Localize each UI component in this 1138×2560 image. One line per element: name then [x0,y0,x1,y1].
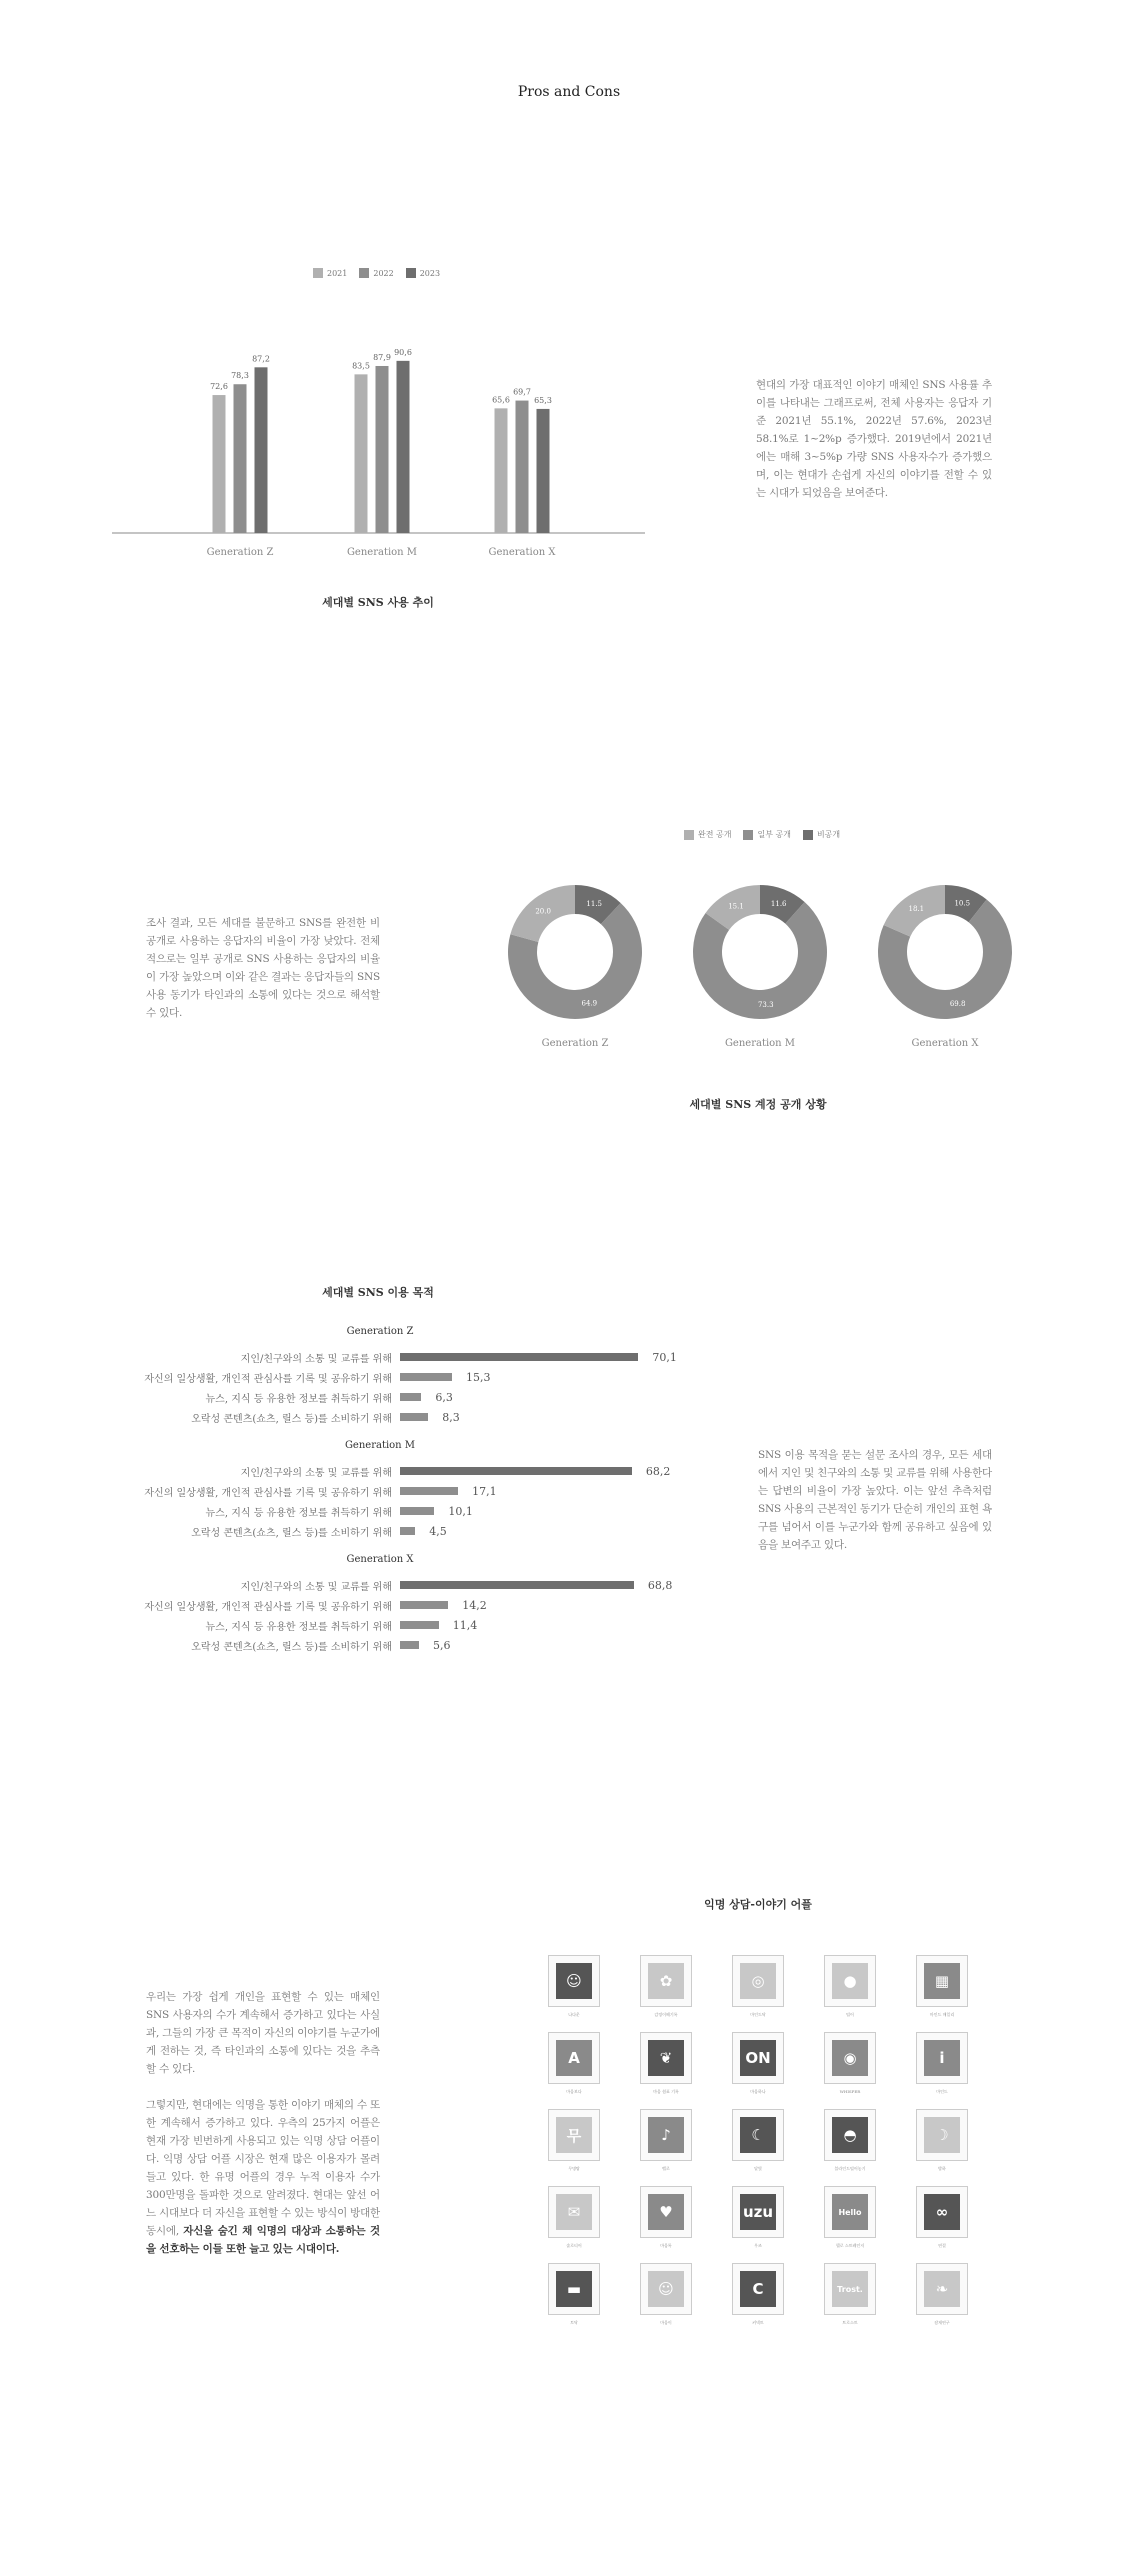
app-item[interactable] [824,1955,878,2018]
purpose-category-label: 자신의 일상생활, 개인적 관심사를 기록 및 공유하기 위해 [144,1374,392,1385]
robot-icon: ◎ [740,1963,776,1999]
usage-purpose-caption: 세대별 SNS 이용 목적 [322,1286,434,1299]
purpose-category-label: 오락성 콘텐츠(쇼츠, 릴스 등)를 소비하기 위해 [191,1528,392,1539]
purpose-category-label: 오락성 콘텐츠(쇼츠, 릴스 등)를 소비하기 위해 [191,1642,392,1653]
app-icon-frame[interactable] [548,2109,600,2161]
app-icon-frame[interactable] [732,2186,784,2238]
purpose-category-label: 지인/친구와의 소통 및 교류를 위해 [240,1354,392,1365]
photo-icon: ▦ [924,1963,960,1999]
app-icon-frame[interactable] [916,2186,968,2238]
purpose-bar [400,1467,632,1475]
purpose-group-title: Generation Z [346,1326,414,1337]
app-icon-frame[interactable] [824,1955,876,2007]
leaf-icon: ❦ [648,2040,684,2076]
account-visibility-paragraph: 조사 결과, 모든 세대를 불문하고 SNS를 완전한 비공개로 사용하는 응답자의 비율이 가장 낮았다. 전체적으로는 일부 공개로 SNS 사용하는 응답자의 비율이 가장 높았으며 이와 같은 결과는 응답자들의 SNS 사용 동기가 타인과의 소통에 있다는 것으로 해석할 수 있다. [146,917,380,1019]
purpose-bar-value: 10,1 [448,1505,473,1518]
app-item[interactable] [916,2186,970,2249]
purpose-group-title: Generation X [346,1554,414,1565]
app-name: 블라인드털어놓기 [834,2166,866,2171]
purpose-bar [400,1353,638,1361]
usage-purpose-bar-chart [60,1326,700,1666]
app-name: 마음이 [660,2320,672,2325]
app-item[interactable] [640,1955,694,2018]
purpose-bar-value: 5,6 [433,1639,451,1652]
heart-icon: ♥ [648,2194,684,2230]
app-name: WHISPER [839,2089,861,2094]
legend-item-full-public: 완전 공개 [684,829,731,840]
bar-value-label: 72,6 [210,382,228,392]
speech-icon: ▬ [556,2271,592,2307]
info-circle-icon: i [924,2040,960,2076]
moon-circle-icon: ● [832,1963,868,1999]
purpose-group-title: Generation M [344,1440,416,1451]
plant-pot-icon: ✿ [648,1963,684,1999]
donut-title: Generation M [724,1038,796,1049]
app-name: 헬로 스트레인저 [835,2243,865,2248]
app-name: 벨로 [662,2166,670,2171]
purpose-category-label: 지인/친구와의 소통 및 교류를 위해 [240,1468,392,1479]
bar-2022-2 [516,401,529,533]
purpose-bar [400,1413,428,1421]
app-name: 마음톡 [660,2243,672,2248]
app-item[interactable] [640,2032,694,2095]
donut-slice-label: 11.5 [586,900,603,909]
legend-item-2021: 2021 [313,268,347,278]
purpose-category-label: 오락성 콘텐츠(쇼츠, 릴스 등)를 소비하기 위해 [191,1414,392,1425]
app-name: 마인드 [936,2089,948,2094]
purpose-bar-value: 11,4 [452,1619,478,1632]
app-item[interactable] [916,2032,970,2095]
app-item[interactable] [732,2032,786,2095]
character-icon: ☺ [648,2271,684,2307]
app-name: 밤하 [938,2166,946,2171]
app-item[interactable] [732,2109,786,2172]
bar-value-label: 87,2 [252,354,270,364]
bar-value-label: 87,9 [373,352,391,362]
app-item[interactable] [548,2186,602,2249]
letter-c-icon: C [740,2271,776,2307]
usage-purpose-paragraph: SNS 이용 목적을 묻는 설문 조사의 경우, 모든 세대에서 지인 및 친구와의 소통 및 교류를 위해 사용한다는 답변의 비율이 가장 높았다. 이는 앞선 추측처럼 SNS 사용의 근본적인 동기가 단순히 개인의 표현 욕구를 넘어서 이를 누군가와 함께 공유하고 싶음에 있음을 보여주고 있다. [758,1449,992,1551]
bell-icon: ♪ [648,2117,684,2153]
purpose-category-label: 뉴스, 지식 등 유용한 정보를 취득하기 위해 [205,1394,392,1405]
app-icon-frame[interactable] [640,2263,692,2315]
app-icon-frame[interactable] [548,2186,600,2238]
category-label: Generation X [488,547,556,558]
app-icon-frame[interactable] [824,2109,876,2161]
app-name: 달빛 [754,2166,762,2171]
app-name: 감정이해기록 [654,2012,678,2017]
page-title: Pros and Cons [517,84,621,100]
purpose-bar [400,1527,415,1535]
app-name: 토닥 [570,2320,578,2325]
purpose-category-label: 지인/친구와의 소통 및 교류를 위해 [240,1582,392,1593]
bar-value-label: 69,7 [513,387,531,397]
app-name: 마음하나 [750,2089,766,2094]
uzu-icon: uzu [740,2194,776,2230]
donut-slice-label: 10.5 [954,899,971,908]
anonymous-apps-paragraph-2: 그렇지만, 현대에는 익명을 통한 이야기 매체의 수 또한 계속해서 증가하고 있다. 우측의 25가지 어플은 현재 가장 빈번하게 사용되고 있는 익명 상담 어플이다. 익명 상담 어플 시장은 현재 많은 이용자가 몰려들고 있다. 한 유명 어플의 경우 누적 이용자 수가 300만명을 돌파한 것으로 알려졌다. 현대는 앞선 어느 시대보다 더 자신을 표현할 수 있는 방식이 방대한 동시에, 자신을 숨긴 채 익명의 대상과 소통하는 것을 선호하는 이들 또한 늘고 있는 시대이다. [146,2099,380,2255]
app-name: 마음보다 [566,2089,582,2094]
usage-trend-caption: 세대별 SNS 사용 추이 [322,596,434,609]
purpose-bar-value: 68,8 [647,1579,673,1592]
app-item[interactable] [640,2186,694,2249]
purpose-bar-value: 70,1 [652,1351,677,1364]
bar-2021-2 [495,408,508,533]
hello-icon: Hello [832,2194,868,2230]
chat-symbol-icon: A [556,2040,592,2076]
bar-2021-1 [355,374,368,533]
donut-slice-label: 15.1 [728,902,744,911]
app-item[interactable] [548,2032,602,2095]
category-label: Generation M [346,547,418,558]
app-icon-frame[interactable] [640,1955,692,2007]
app-icon-frame[interactable] [548,2032,600,2084]
category-label: Generation Z [206,547,274,558]
purpose-bar [400,1373,452,1381]
app-item[interactable] [824,2263,878,2326]
donut-title: Generation Z [541,1038,609,1049]
app-icon-frame[interactable] [640,2109,692,2161]
crescent-icon: ☾ [740,2117,776,2153]
app-name: 솔로티어 [566,2243,582,2248]
bar-value-label: 65,3 [534,395,552,405]
wordmark-icon: ON [740,2040,776,2076]
app-item[interactable] [548,2109,602,2172]
donut-slice-label: 69.8 [949,999,966,1008]
app-item[interactable] [548,1955,602,2018]
purpose-bar-value: 14,2 [462,1599,487,1612]
text-logo-icon: 무 [556,2117,592,2153]
purpose-bar-value: 4,5 [429,1525,447,1538]
purpose-bar [400,1641,419,1649]
bar-2022-1 [376,366,389,533]
purpose-bar [400,1507,434,1515]
app-icon-frame[interactable] [732,2032,784,2084]
purpose-bar [400,1581,634,1589]
app-icon-frame[interactable] [916,2109,968,2161]
bird-icon: ❧ [924,2271,960,2307]
legend-item-private: 비공개 [803,829,840,840]
purpose-category-label: 자신의 일상생활, 개인적 관심사를 기록 및 공유하기 위해 [144,1488,392,1499]
app-icon-frame[interactable] [732,2263,784,2315]
purpose-bar [400,1393,421,1401]
bar-2023-2 [537,409,550,533]
donut-slice-label: 18.1 [908,905,925,914]
app-name: 털어 [846,2012,854,2017]
app-item[interactable] [640,2109,694,2172]
app-item[interactable] [824,2032,878,2094]
app-name: 마음 쉼표 기록 [653,2089,679,2094]
app-name: 커넥트 [752,2320,764,2325]
ghost-icon: ◓ [832,2117,868,2153]
app-name: 마인드 매일리 [929,2012,955,2017]
app-name: 무명탑 [568,2166,580,2171]
moon-face-icon: ☽ [924,2117,960,2153]
donut-legend [684,829,840,840]
purpose-bar-value: 17,1 [472,1485,497,1498]
legend-item-2023: 2023 [406,268,440,278]
app-item[interactable] [732,1955,786,2018]
anonymous-apps-caption: 익명 상담-이야기 어플 [704,1898,812,1911]
donut-title: Generation X [911,1038,979,1049]
donut-slice-label: 73.3 [757,1001,774,1010]
purpose-bar-value: 6,3 [435,1391,453,1404]
app-item[interactable] [824,2186,878,2249]
app-item[interactable] [548,2263,602,2326]
usage-trend-paragraph: 현대의 가장 대표적인 이야기 매체인 SNS 사용률 추이를 나타내는 그래프로써, 전체 사용자는 응답자 기준 2021년 55.1%, 2022년 57.6%, 2023년 58.1%로 1~2%p 증가했다. 2019년에서 2021년에는 매해 3~5%p 가량 SNS 사용자수가 증가했으며, 이는 현대가 손쉽게 자신의 이야기를 전할 수 있는 시대가 되었음을 보여준다. [756,379,992,499]
purpose-category-label: 자신의 일상생활, 개인적 관심사를 기록 및 공유하기 위해 [144,1602,392,1613]
app-item[interactable] [916,2263,970,2326]
purpose-bar-value: 8,3 [442,1411,460,1424]
legend-item-partial-public: 일부 공개 [743,829,790,840]
app-icon-frame[interactable] [824,2032,876,2084]
link-chain-icon: ∞ [924,2194,960,2230]
mailbox-icon: ✉ [556,2194,592,2230]
app-icon-frame[interactable] [640,2186,692,2238]
bar-value-label: 65,6 [492,395,510,405]
anonymous-apps-paragraph-1: 우리는 가장 쉽게 개인을 표현할 수 있는 매체인 SNS 사용자의 수가 계속해서 증가하고 있다는 사실과, 그들의 가장 큰 목적이 자신의 이야기를 누군가에게 전하는 것, 즉 타인과의 소통에 있다는 것을 추측할 수 있다. [146,1991,380,2075]
app-item[interactable] [732,2263,786,2326]
app-icon-frame[interactable] [916,1955,968,2007]
account-visibility-donuts [490,870,1040,1060]
bar-chart-legend [313,268,440,278]
ring-icon: ◉ [832,2040,868,2076]
usage-trend-bar-chart [100,300,660,570]
app-item[interactable] [732,2186,786,2249]
account-visibility-caption: 세대별 SNS 계정 공개 상황 [689,1098,827,1111]
app-name: 연결 [938,2243,946,2248]
app-name: 마인드닥 [750,2012,766,2017]
app-name: 트로스트 [842,2320,858,2325]
app-icon-frame[interactable] [548,2263,600,2315]
trost-icon: Trost. [832,2271,868,2307]
smile-face-icon: ☺ [556,1963,592,1999]
app-icon-frame[interactable] [548,1955,600,2007]
bar-value-label: 90,6 [394,347,412,357]
app-icon-frame[interactable] [732,2109,784,2161]
donut-slice-label: 20.0 [535,907,551,916]
purpose-bar-value: 68,2 [645,1465,671,1478]
purpose-bar [400,1621,439,1629]
purpose-bar [400,1601,448,1609]
donut-slice-label: 64.9 [581,999,598,1008]
app-icon-frame[interactable] [824,2263,876,2315]
bar-value-label: 83,5 [352,361,370,371]
bar-2022-0 [234,384,247,533]
app-name: 나다운 [568,2012,580,2017]
app-icon-frame[interactable] [916,2263,968,2315]
purpose-bar [400,1487,458,1495]
purpose-bar-value: 15,3 [466,1371,491,1384]
app-name: 잠재연구 [934,2320,950,2325]
legend-item-2022: 2022 [359,268,393,278]
app-name: 우즈 [754,2243,762,2248]
bar-2023-1 [397,361,410,533]
bar-2021-0 [213,395,226,533]
donut-slice-label: 11.6 [770,899,787,908]
app-item[interactable] [916,2109,970,2172]
app-icon-frame[interactable] [824,2186,876,2238]
app-icon-frame[interactable] [732,1955,784,2007]
app-icon-frame[interactable] [640,2032,692,2084]
app-item[interactable] [916,1955,970,2018]
purpose-category-label: 뉴스, 지식 등 유용한 정보를 취득하기 위해 [205,1622,392,1633]
bar-value-label: 78,3 [231,371,249,381]
app-item[interactable] [824,2109,878,2172]
bar-2023-0 [255,367,268,533]
purpose-category-label: 뉴스, 지식 등 유용한 정보를 취득하기 위해 [205,1508,392,1519]
app-item[interactable] [640,2263,694,2326]
app-icon-frame[interactable] [916,2032,968,2084]
